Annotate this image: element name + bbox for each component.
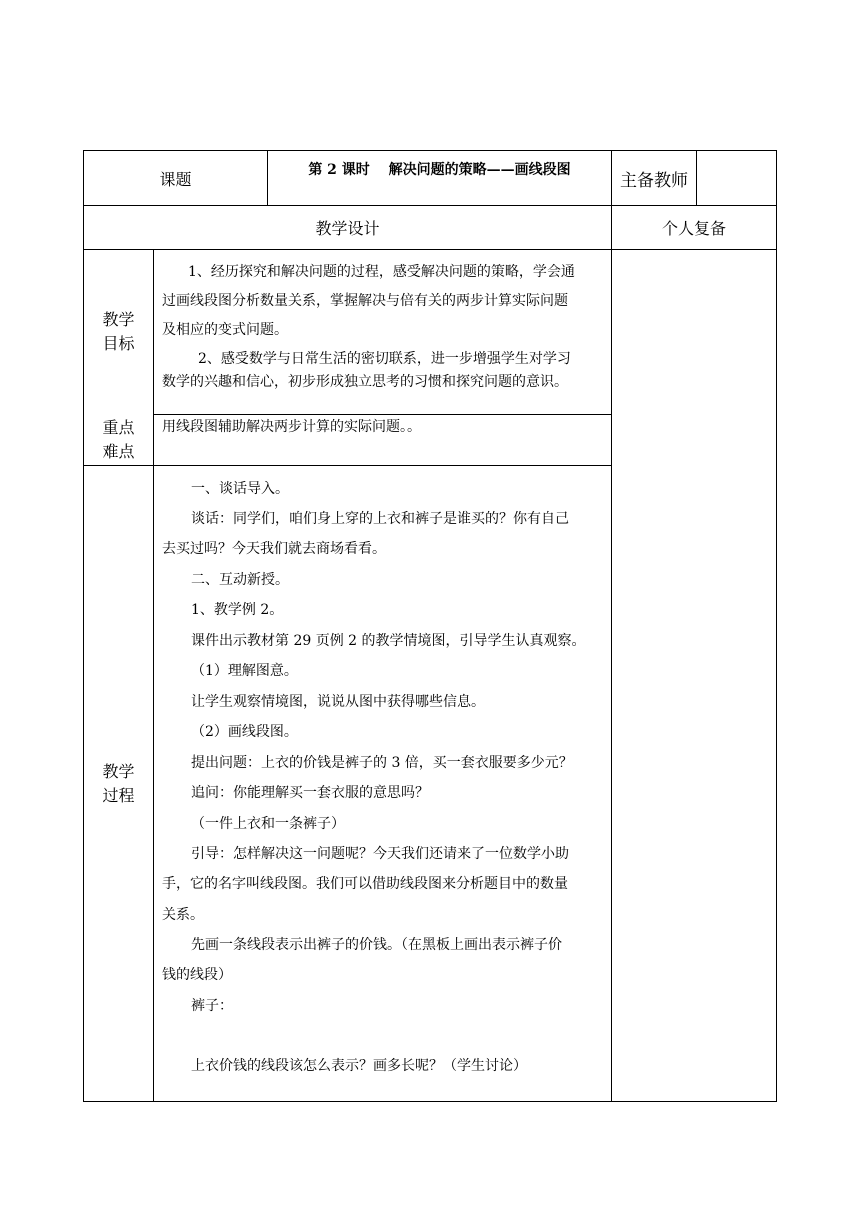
- process-line-9: （2）画线段图。: [191, 724, 298, 740]
- teaching-design-heading: 教学设计: [315, 219, 380, 238]
- process-line-12: （一件上衣和一条裤子）: [191, 816, 345, 832]
- process-line-19: 上衣价钱的线段该怎么表示？画多长呢？（学生讨论）: [191, 1058, 527, 1074]
- goals-line-3: 及相应的变式问题。: [162, 322, 288, 338]
- process-line-8: 让学生观察情境图，说说从图中获得哪些信息。: [191, 694, 485, 710]
- goals-line-1: 1、经历探究和解决问题的过程，感受解决问题的策略，学会通: [188, 264, 575, 280]
- process-line-7: （1）理解图意。: [191, 663, 298, 679]
- process-line-3: 去买过吗？今天我们就去商场看看。: [162, 541, 386, 557]
- process-label-line1: 教学: [102, 761, 135, 781]
- process-label-line2: 过程: [102, 785, 135, 805]
- table-rule-4: [83, 465, 611, 466]
- table-border-bottom: [83, 1101, 777, 1102]
- table-border-right: [776, 150, 777, 1102]
- process-line-6: 课件出示教材第 29 页例 2 的教学情境图，引导学生认真观察。: [191, 633, 586, 649]
- table-rule-2: [83, 249, 777, 250]
- process-line-4: 二、互动新授。: [191, 572, 289, 588]
- process-line-15: 关系。: [162, 907, 204, 923]
- focus-text: 用线段图辅助解决两步计算的实际问题。。: [162, 419, 421, 435]
- personal-review-heading: 个人复备: [661, 219, 726, 238]
- goals-line-5: 数学的兴趣和信心，初步形成独立思考的习惯和探究问题的意识。: [162, 374, 568, 390]
- goals-line-2: 过画线段图分析数量关系，掌握解决与倍有关的两步计算实际问题: [162, 293, 568, 309]
- goals-line-4: 2、感受数学与日常生活的密切联系，进一步增强学生对学习: [198, 351, 571, 367]
- process-label: [84, 466, 153, 1101]
- lesson-label: 课题: [159, 169, 192, 189]
- process-line-2: 谈话：同学们，咱们身上穿的上衣和裤子是谁买的？你有自己: [191, 511, 569, 527]
- process-line-11: 追问：你能理解买一套衣服的意思吗？: [191, 785, 429, 801]
- focus-label-line1: 重点: [102, 418, 135, 437]
- goals-label-line2: 目标: [102, 334, 135, 353]
- prep-teacher-label: 主备教师: [620, 170, 688, 191]
- goals-label-line1: 教学: [102, 310, 135, 329]
- focus-label-line2: 难点: [102, 442, 135, 461]
- lesson-title: 第 2 课时 解决问题的策略——画线段图: [308, 162, 571, 178]
- process-line-5: 1、教学例 2。: [191, 602, 284, 618]
- prep-teacher-value: [697, 151, 776, 205]
- process-line-10: 提出问题：上衣的价钱是裤子的 3 倍，买一套衣服要多少元？: [191, 755, 573, 771]
- process-line-17: 钱的线段）: [162, 967, 232, 983]
- process-line-1: 一、谈话导入。: [191, 481, 289, 497]
- focus-label: [84, 415, 153, 465]
- process-line-14: 手，它的名字叫线段图。我们可以借助线段图来分析题目中的数量: [162, 876, 568, 892]
- process-line-18: 裤子：: [191, 998, 233, 1014]
- process-line-16: 先画一条线段表示出裤子的价钱。（在黑板上画出表示裤子价: [191, 937, 562, 953]
- table-col-divider-main: [611, 150, 612, 1102]
- process-line-13: 引导：怎样解决这一问题呢？今天我们还请来了一位数学小助: [191, 846, 569, 862]
- goals-label: [84, 250, 153, 414]
- table-col-divider-label: [153, 249, 154, 1102]
